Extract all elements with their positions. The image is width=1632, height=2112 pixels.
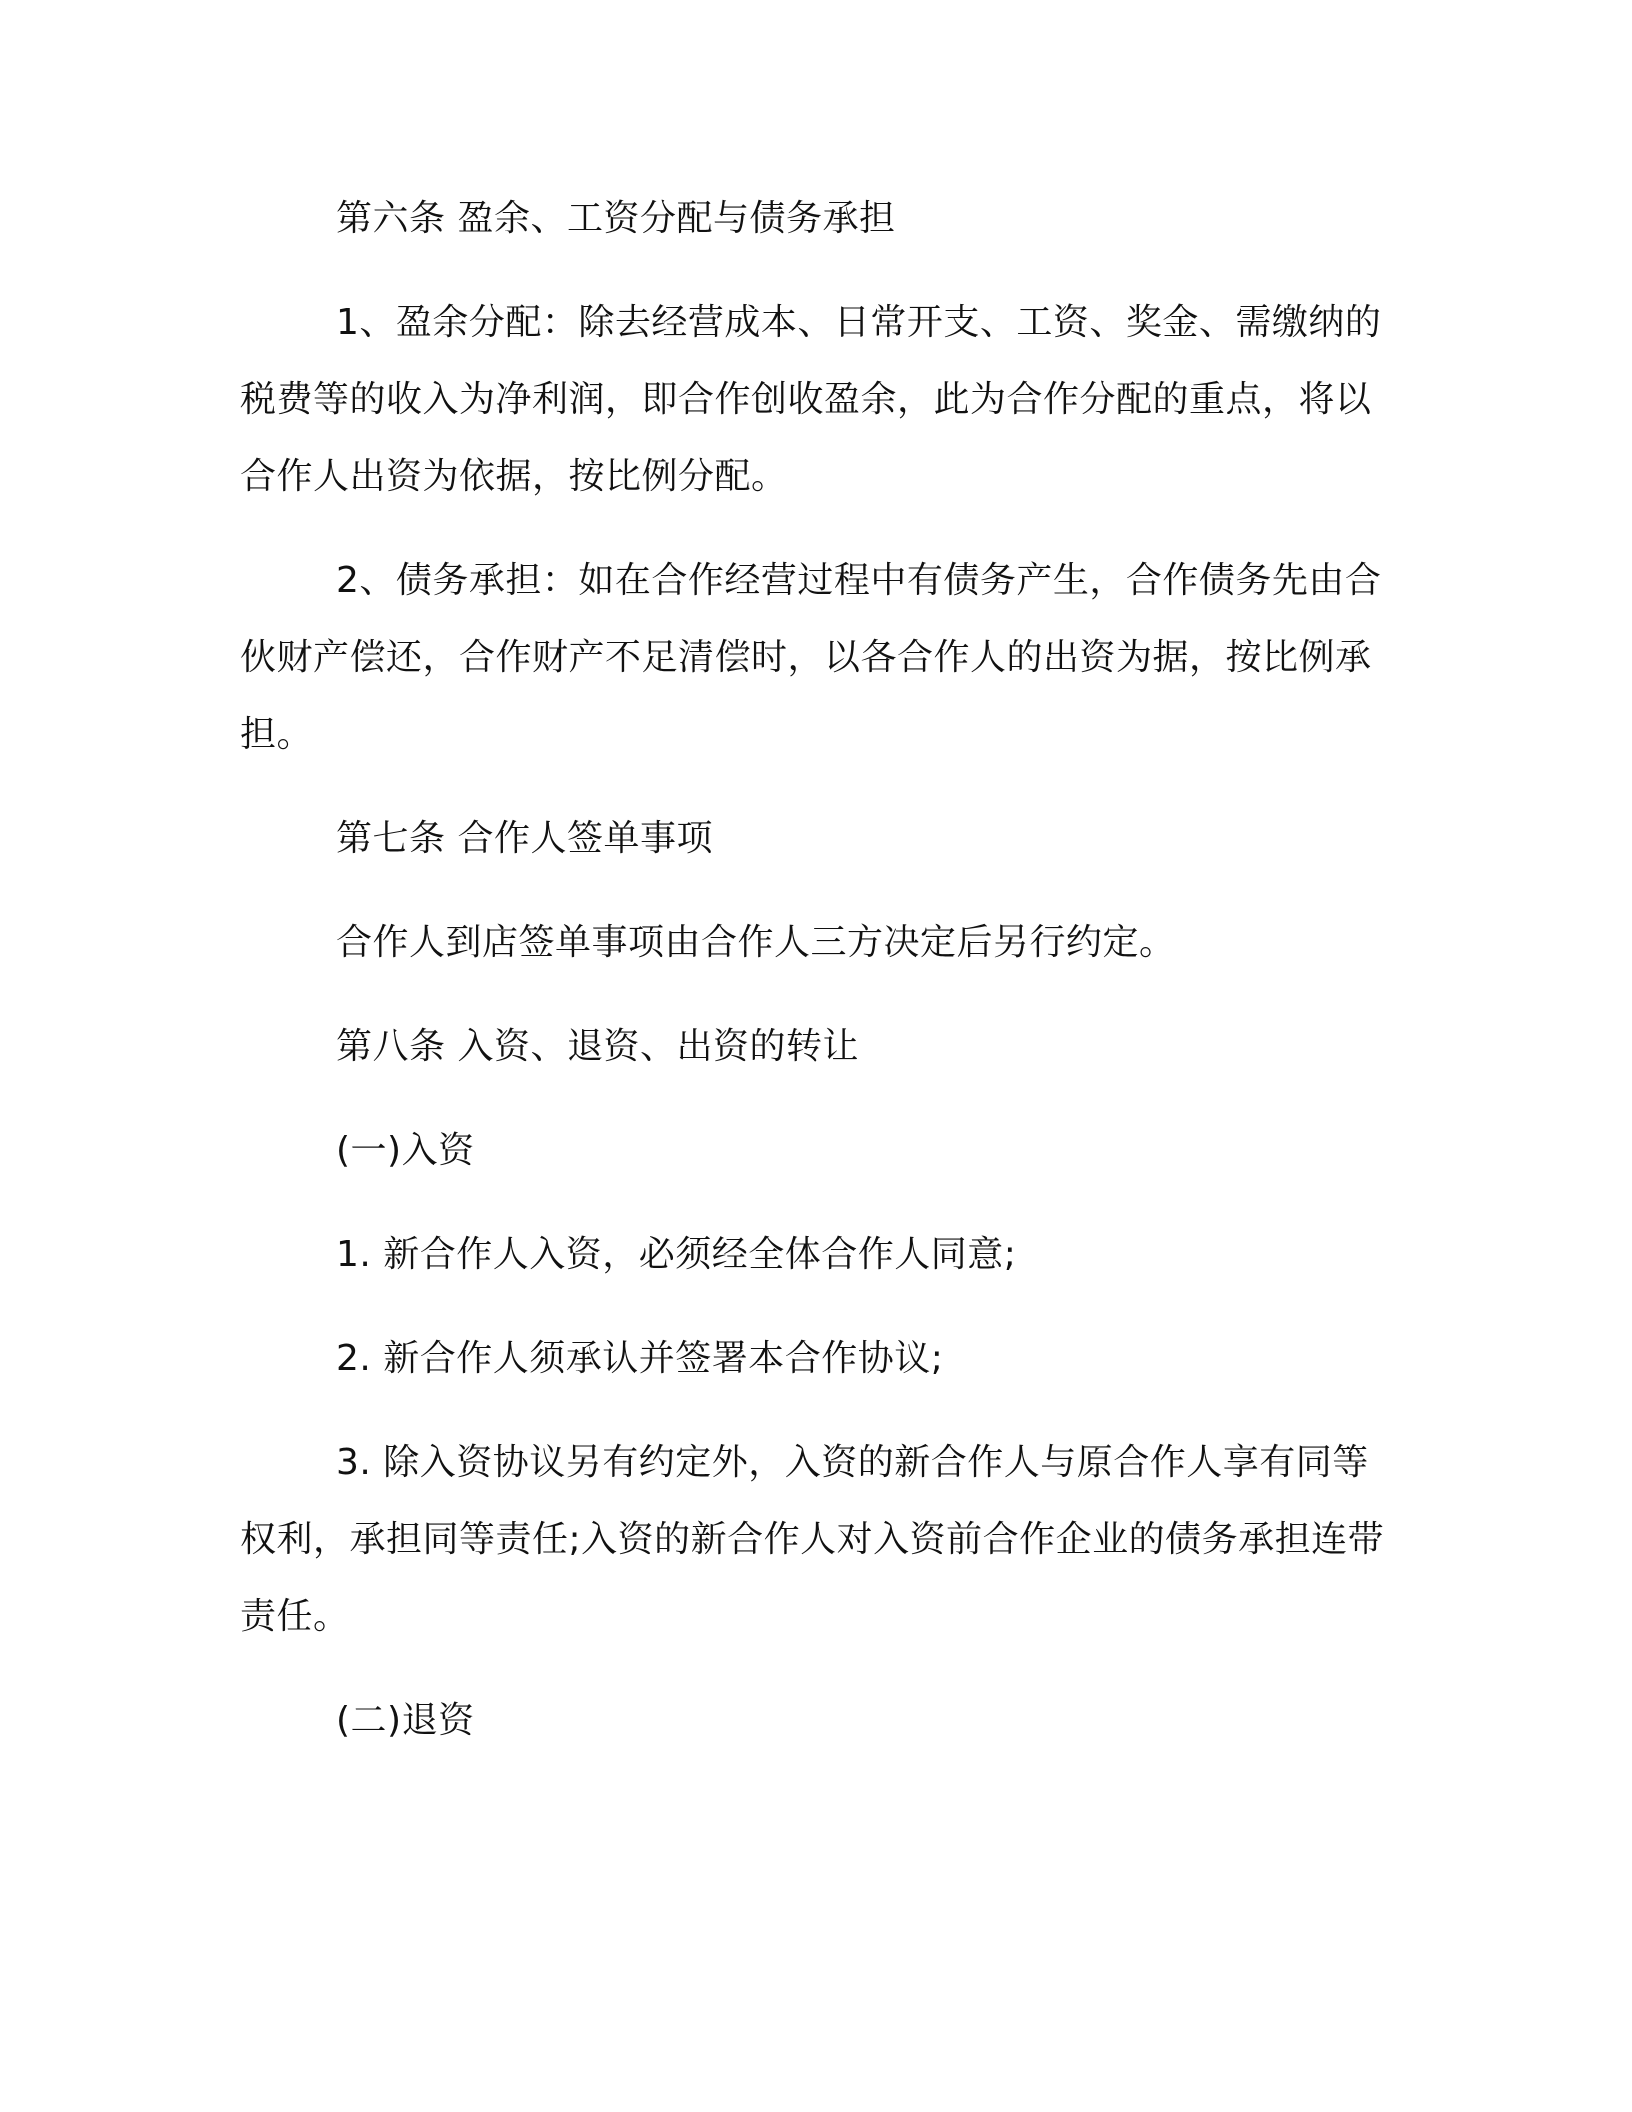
article-6-heading: 第六条 盈余、工资分配与债务承担 (336, 198, 896, 239)
article-8-section-1-item-2: 2. 新合作人须承认并签署本合作协议; (336, 1338, 944, 1379)
article-8-heading: 第八条 入资、退资、出资的转让 (336, 1026, 859, 1067)
article-8-section-1-item-3: 3. 除入资协议另有约定外，入资的新合作人与原合作人享有同等权利，承担同等责任;入资的新合作人对入资前合作企业的债务承担连带责任。 (240, 1442, 1385, 1637)
article-6-item-2: 2、债务承担：如在合作经营过程中有债务产生，合作债务先由合伙财产偿还，合作财产不足清偿时，以各合作人的出资为据，按比例承担。 (240, 560, 1382, 755)
article-7-body: 合作人到店签单事项由合作人三方决定后另行约定。 (336, 922, 1176, 963)
article-8-section-1-title: (一)入资 (336, 1130, 475, 1171)
article-8-section-1-item-1: 1. 新合作人入资，必须经全体合作人同意; (336, 1234, 1017, 1275)
article-6-item-1: 1、盈余分配：除去经营成本、日常开支、工资、奖金、需缴纳的税费等的收入为净利润，即合作创收盈余，此为合作分配的重点，将以合作人出资为依据，按比例分配。 (240, 302, 1382, 497)
article-7-heading: 第七条 合作人签单事项 (336, 818, 713, 859)
document-page (240, 180, 1388, 1786)
article-8-section-2-title: (二)退资 (336, 1700, 475, 1741)
